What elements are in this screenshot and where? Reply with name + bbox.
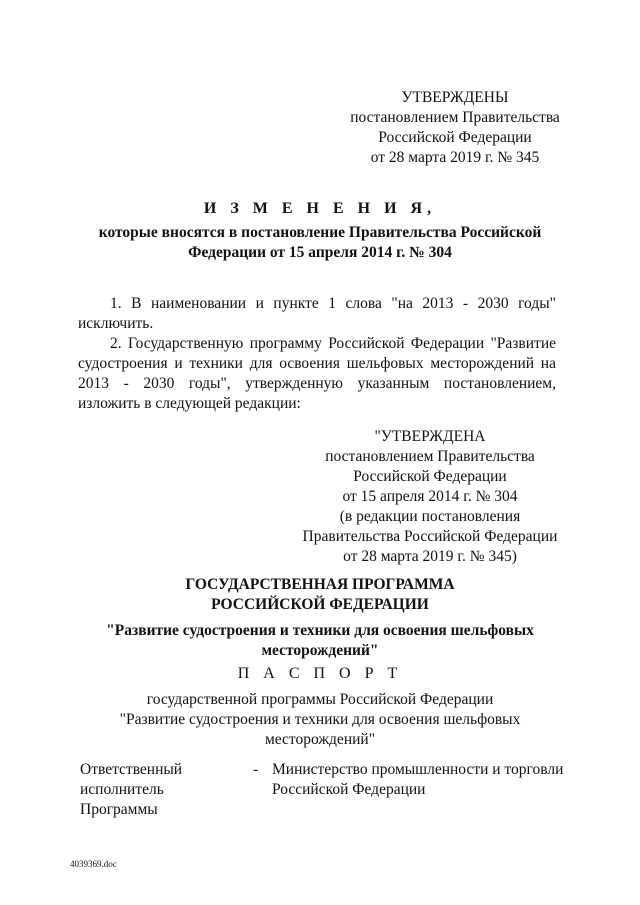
edition-line: Правительства Российской Федерации — [302, 528, 558, 545]
row-value — [272, 760, 572, 800]
row-value-line: Российской Федерации — [272, 781, 426, 798]
document-id-footer: 4039369.doc — [70, 859, 117, 869]
edition-line: (в редакции постановления — [339, 508, 521, 525]
body-paragraphs — [78, 294, 556, 414]
edition-line: "УТВЕРЖДЕНА — [374, 428, 486, 445]
row-label — [80, 760, 230, 820]
paragraph-1: 1. В наименовании и пункте 1 слова "на 2013 - 2030 годы" исключить. — [78, 295, 556, 332]
changes-title: И З М Е Н Е Н И Я, — [203, 200, 437, 217]
approval-title: УТВЕРЖДЕНЫ — [401, 89, 509, 106]
passport-block — [60, 664, 580, 750]
changes-subtitle-line: которые вносятся в постановление Правительства Российской — [98, 224, 542, 241]
approval-stamp — [330, 88, 580, 168]
edition-line: Российской Федерации — [353, 468, 507, 485]
row-value-line: Министерство промышленности и торговли — [272, 761, 564, 778]
approval-line: постановлением Правительства — [350, 109, 560, 126]
paragraph-2: 2. Государственную программу Российской Федерации "Развитие судостроения и техники для освоения шельфовых месторождений на 2013 - 2030 годы", утвержденную указанным постановлением, изложить в следующей редакции: — [78, 335, 556, 412]
changes-subtitle-line: Федерации от 15 апреля 2014 г. № 304 — [188, 244, 452, 261]
row-label-line: Ответственный — [80, 761, 183, 778]
program-title-block — [60, 575, 580, 661]
edition-line: от 28 марта 2019 г. № 345) — [343, 548, 517, 565]
passport-line: месторождений" — [264, 731, 376, 748]
row-label-line: Программы — [80, 801, 158, 818]
program-title-line: РОССИЙСКОЙ ФЕДЕРАЦИИ — [211, 596, 429, 613]
passport-line: "Развитие судостроения и техники для освоения шельфовых — [119, 711, 521, 728]
approval-date: от 28 марта 2019 г. № 345 — [370, 149, 540, 166]
edition-line: от 15 апреля 2014 г. № 304 — [342, 488, 518, 505]
edition-stamp — [300, 427, 560, 567]
row-label-line: исполнитель — [80, 781, 164, 798]
changes-heading — [60, 199, 580, 263]
program-title-line: ГОСУДАРСТВЕННАЯ ПРОГРАММА — [185, 576, 455, 593]
program-name-line: месторождений" — [261, 642, 379, 659]
row-dash: - — [253, 761, 259, 778]
edition-line: постановлением Правительства — [325, 448, 535, 465]
passport-line: государственной программы Российской Федерации — [146, 691, 494, 708]
program-name-line: "Развитие судостроения и техники для освоения шельфовых — [106, 622, 534, 639]
approval-line: Российской Федерации — [378, 129, 532, 146]
passport-title: П А С П О Р Т — [237, 665, 403, 682]
